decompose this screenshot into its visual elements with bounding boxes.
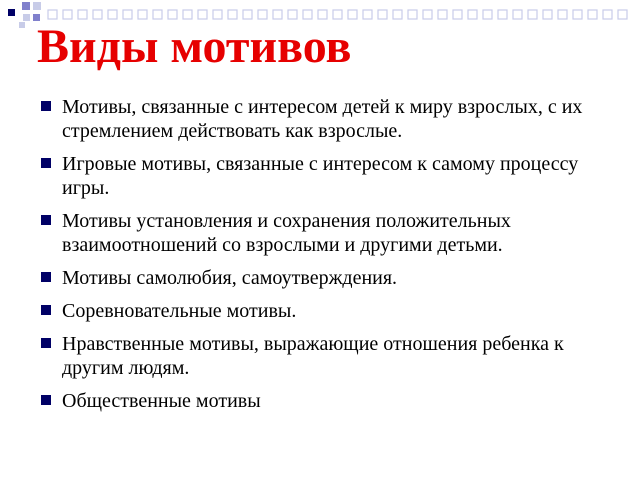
decoration-square (423, 10, 432, 19)
decoration-square (558, 10, 567, 19)
decoration-square (573, 10, 582, 19)
bullet-text: Мотивы самолюбия, самоутверждения. (62, 267, 398, 289)
decoration-square (453, 10, 462, 19)
bullet-text: Мотивы, связанные с интересом детей к миру взрослых, с их стремлением действовать как взрослые. (62, 96, 583, 142)
square-bullet-icon (41, 101, 51, 111)
bullet-text: Соревновательные мотивы. (62, 300, 297, 322)
slide-title: Виды мотивов (37, 20, 352, 73)
decoration-square (513, 10, 522, 19)
decoration-square (8, 9, 15, 16)
bullet-text: Мотивы установления и сохранения положительных взаимоотношений со взрослыми и другими детьми. (62, 210, 511, 256)
square-bullet-icon (41, 215, 51, 225)
square-bullet-icon (41, 272, 51, 282)
bullet-list (40, 95, 610, 422)
decoration-square (258, 10, 267, 19)
bullet-item (40, 332, 610, 380)
bullet-item (40, 266, 610, 290)
bullet-item (40, 95, 610, 143)
decoration-square (318, 10, 327, 19)
decoration-square (438, 10, 447, 19)
square-bullet-icon (41, 338, 51, 348)
decoration-square (288, 10, 297, 19)
decoration-square (618, 10, 627, 19)
bullet-text: Нравственные мотивы, выражающие отношения ребенка к другим людям. (62, 333, 564, 379)
decoration-square (63, 10, 72, 19)
decoration-square (273, 10, 282, 19)
decoration-square (23, 14, 30, 21)
decoration-square (393, 10, 402, 19)
decoration-square (543, 10, 552, 19)
decoration-square (48, 10, 57, 19)
decoration-square (198, 10, 207, 19)
decoration-square (93, 10, 102, 19)
decoration-square (333, 10, 342, 19)
decoration-square (483, 10, 492, 19)
decoration-squares-row (48, 10, 627, 19)
square-bullet-icon (41, 395, 51, 405)
square-bullet-icon (41, 158, 51, 168)
decoration-square (78, 10, 87, 19)
decoration-square (168, 10, 177, 19)
decoration-square (498, 10, 507, 19)
decoration-square (348, 10, 357, 19)
decoration-square (138, 10, 147, 19)
decoration-square (33, 2, 41, 10)
decoration-square (153, 10, 162, 19)
decoration-square (363, 10, 372, 19)
decoration-square (183, 10, 192, 19)
bullet-text: Общественные мотивы (62, 390, 261, 412)
decoration-square (408, 10, 417, 19)
bullet-item (40, 389, 610, 413)
decoration-square (213, 10, 222, 19)
decoration-square (528, 10, 537, 19)
decoration-square (243, 10, 252, 19)
bullet-text: Игровые мотивы, связанные с интересом к самому процессу игры. (62, 153, 579, 199)
decoration-square (108, 10, 117, 19)
decoration-square (603, 10, 612, 19)
decoration-square (303, 10, 312, 19)
square-bullet-icon (41, 305, 51, 315)
decoration-square (123, 10, 132, 19)
decoration-square (468, 10, 477, 19)
decoration-square (22, 2, 30, 10)
decoration-square (19, 22, 25, 28)
bullet-item (40, 152, 610, 200)
decoration-square (378, 10, 387, 19)
decoration-square (228, 10, 237, 19)
bullet-item (40, 299, 610, 323)
decoration-square (588, 10, 597, 19)
bullet-item (40, 209, 610, 257)
